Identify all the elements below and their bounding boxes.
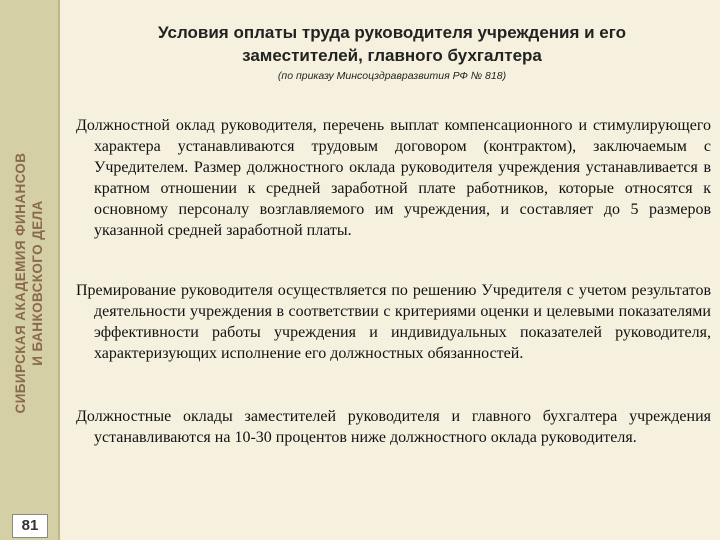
slide-title bbox=[82, 21, 702, 67]
paragraph-deputies: Должностные оклады заместителей руководителя и главного бухгалтера учреждения устанавливаются на 10-30 процентов ниже должностного оклада руководителя. bbox=[76, 408, 711, 446]
page-number: 81 bbox=[12, 514, 48, 538]
slide-title-line2: заместителей, главного бухгалтера bbox=[242, 46, 542, 65]
academy-name-line1: СИБИРСКАЯ АКАДЕМИЯ ФИНАНСОВ bbox=[13, 152, 28, 414]
slide-subtitle: (по приказу Минсоцздравразвития РФ № 818) bbox=[277, 70, 507, 82]
slide-title-line1: Условия оплаты труда руководителя учреждения и его bbox=[157, 23, 627, 42]
paragraph-bonus: Премирование руководителя осуществляется по решению Учредителя с учетом результатов деятельности учреждения в соответствии с критериями оценки и целевыми показателями эффективности работы учреждения и индивидуальных показателей руководителя, характеризующих исполнение его должностных обязанностей. bbox=[76, 282, 711, 362]
academy-name bbox=[12, 153, 46, 414]
sidebar bbox=[0, 0, 60, 540]
paragraph-salary: Должностной оклад руководителя, перечень выплат компенсационного и стимулирующего характера устанавливаются трудовым договором (контрактом), заключаемым с Учредителем. Размер должностного оклада руководителя учреждения устанавливается в кратном отношении к средней заработной плате работников, которые относятся к основному персоналу возглавляемого им учреждения, и составляет до 5 размеров указанной средней заработной платы. bbox=[76, 117, 711, 239]
academy-name-line2: И БАНКОВСКОГО ДЕЛА bbox=[30, 200, 45, 366]
